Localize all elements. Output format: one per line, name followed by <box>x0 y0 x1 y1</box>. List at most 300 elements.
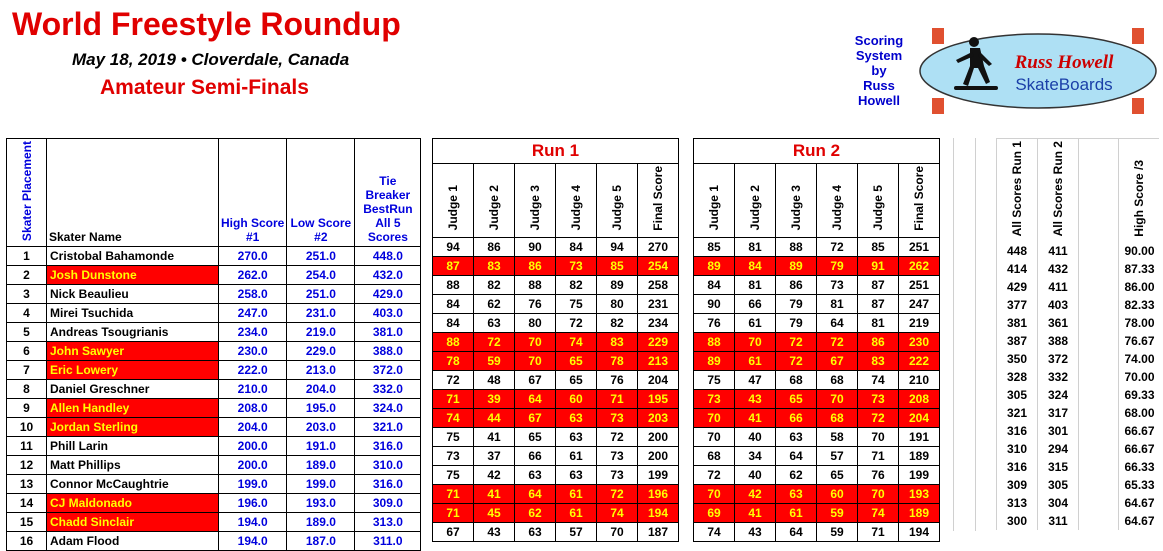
judge-5-score: 72 <box>597 484 638 503</box>
high-score-cell: 200.0 <box>219 437 287 456</box>
table-row <box>7 266 421 285</box>
all-scores-run2-cell: 372 <box>1038 350 1079 368</box>
judge-1-score: 88 <box>433 275 474 294</box>
judge-5-score: 73 <box>858 389 899 408</box>
table-row <box>433 427 679 446</box>
judge-3-score: 72 <box>776 332 817 351</box>
placement-cell: 6 <box>7 342 47 361</box>
judge-1-score: 75 <box>433 427 474 446</box>
judge-4-score: 63 <box>556 465 597 484</box>
judge-2-score: 37 <box>474 446 515 465</box>
judge-1-score: 84 <box>694 275 735 294</box>
all-scores-run1-cell: 429 <box>997 278 1038 296</box>
all-scores-run1-cell: 448 <box>997 242 1038 260</box>
all-scores-run2-cell: 317 <box>1038 404 1079 422</box>
all-scores-run1-cell: 387 <box>997 332 1038 350</box>
low-score-cell: 189.0 <box>287 456 355 475</box>
judge-3-score: 70 <box>515 351 556 370</box>
judge-1-score: 75 <box>433 465 474 484</box>
all-scores-run1-cell: 310 <box>997 440 1038 458</box>
all-scores-run2-cell: 301 <box>1038 422 1079 440</box>
credit-line: Howell <box>858 93 900 108</box>
judge-2-score: 42 <box>735 484 776 503</box>
all-scores-run1-cell: 350 <box>997 350 1038 368</box>
judge-4-header: Judge 4 <box>556 164 597 238</box>
table-row <box>433 313 679 332</box>
skater-name-cell: Connor McCaughtrie <box>47 475 219 494</box>
judge-1-score: 88 <box>694 332 735 351</box>
judge-3-score: 86 <box>515 256 556 275</box>
judge-3-score: 68 <box>776 370 817 389</box>
judge-5-score: 70 <box>597 522 638 541</box>
judge-5-score: 85 <box>597 256 638 275</box>
final-score: 191 <box>899 427 940 446</box>
tie-breaker-cell: 429.0 <box>355 285 421 304</box>
high-score-cell: 200.0 <box>219 456 287 475</box>
table-row <box>694 370 940 389</box>
judge-4-score: 81 <box>817 294 858 313</box>
judge-3-score: 88 <box>776 237 817 256</box>
judge-2-score: 83 <box>474 256 515 275</box>
table-row <box>694 522 940 541</box>
judge-1-score: 84 <box>433 294 474 313</box>
all-scores-run2-cell: 315 <box>1038 458 1079 476</box>
judge-5-score: 85 <box>858 237 899 256</box>
low-score-cell: 193.0 <box>287 494 355 513</box>
judge-2-score: 63 <box>474 313 515 332</box>
judge-4-score: 65 <box>817 465 858 484</box>
judge-3-score: 72 <box>776 351 817 370</box>
judge-4-score: 75 <box>556 294 597 313</box>
high-score-avg-cell: 87.33 <box>1119 260 1159 278</box>
judge-2-score: 45 <box>474 503 515 522</box>
judge-1-score: 94 <box>433 237 474 256</box>
final-score: 193 <box>899 484 940 503</box>
judge-3-score: 70 <box>515 332 556 351</box>
judge-5-score: 86 <box>858 332 899 351</box>
judge-1-score: 87 <box>433 256 474 275</box>
table-row <box>7 532 421 551</box>
judge-1-score: 71 <box>433 503 474 522</box>
tie-breaker-cell: 313.0 <box>355 513 421 532</box>
placement-cell: 14 <box>7 494 47 513</box>
all-scores-run2-cell: 311 <box>1038 512 1079 530</box>
skater-name-cell: Phill Larin <box>47 437 219 456</box>
judge-1-score: 74 <box>433 408 474 427</box>
judge-5-score: 74 <box>597 503 638 522</box>
skater-name-cell: Cristobal Bahamonde <box>47 247 219 266</box>
judge-5-score: 70 <box>858 427 899 446</box>
final-score: 203 <box>638 408 679 427</box>
all-scores-run2-cell: 361 <box>1038 314 1079 332</box>
judge-3-score: 88 <box>515 275 556 294</box>
judge-2-score: 61 <box>735 351 776 370</box>
table-row <box>997 494 1159 512</box>
judge-2-score: 39 <box>474 389 515 408</box>
judge-3-score: 63 <box>515 465 556 484</box>
judge-2-score: 41 <box>735 503 776 522</box>
final-score: 210 <box>899 370 940 389</box>
judge-4-score: 65 <box>556 351 597 370</box>
low-score-cell: 231.0 <box>287 304 355 323</box>
spacer-cell <box>1079 242 1119 260</box>
low-score-cell: 189.0 <box>287 513 355 532</box>
judge-3-score: 62 <box>515 503 556 522</box>
low-score-cell: 251.0 <box>287 247 355 266</box>
judge-5-score: 87 <box>858 294 899 313</box>
final-score: 204 <box>638 370 679 389</box>
final-score: 199 <box>638 465 679 484</box>
spacer-cell <box>1079 440 1119 458</box>
high-score-cell: 234.0 <box>219 323 287 342</box>
judge-1-score: 90 <box>694 294 735 313</box>
judge-1-score: 89 <box>694 256 735 275</box>
table-row <box>997 404 1159 422</box>
event-division: Amateur Semi-Finals <box>100 76 309 99</box>
all-scores-run2-cell: 432 <box>1038 260 1079 278</box>
final-score-header: Final Score <box>899 164 940 238</box>
table-row <box>694 294 940 313</box>
judge-1-score: 69 <box>694 503 735 522</box>
table-row <box>7 513 421 532</box>
tie-breaker-cell: 381.0 <box>355 323 421 342</box>
judge-1-score: 75 <box>694 370 735 389</box>
judge-2-score: 86 <box>474 237 515 256</box>
judge-2-score: 66 <box>735 294 776 313</box>
tie-breaker-cell: 448.0 <box>355 247 421 266</box>
table-row <box>694 389 940 408</box>
final-score: 258 <box>638 275 679 294</box>
judge-5-score: 91 <box>858 256 899 275</box>
tie-breaker-cell: 309.0 <box>355 494 421 513</box>
low-score-cell: 199.0 <box>287 475 355 494</box>
final-score: 213 <box>638 351 679 370</box>
table-row <box>7 418 421 437</box>
tie-breaker-cell: 310.0 <box>355 456 421 475</box>
all-scores-run2-cell: 411 <box>1038 242 1079 260</box>
table-row <box>694 256 940 275</box>
table-row <box>433 237 679 256</box>
judge-4-score: 64 <box>817 313 858 332</box>
judge-2-score: 41 <box>474 484 515 503</box>
judge-1-score: 85 <box>694 237 735 256</box>
table-row <box>997 242 1159 260</box>
all-scores-run2-cell: 305 <box>1038 476 1079 494</box>
spacer-cell <box>1079 296 1119 314</box>
all-scores-run1-cell: 316 <box>997 458 1038 476</box>
all-scores-run2-cell: 403 <box>1038 296 1079 314</box>
high-score-avg-cell: 70.00 <box>1119 368 1159 386</box>
judge-4-score: 74 <box>556 332 597 351</box>
skater-name-cell: Josh Dunstone <box>47 266 219 285</box>
judge-5-score: 73 <box>597 408 638 427</box>
judge-5-score: 83 <box>597 332 638 351</box>
high-score-cell: 270.0 <box>219 247 287 266</box>
table-row <box>694 503 940 522</box>
spacer-cell <box>1079 458 1119 476</box>
skater-name-header: Skater Name <box>47 139 219 247</box>
table-row <box>997 278 1159 296</box>
judge-2-score: 81 <box>735 275 776 294</box>
high-score-cell: 210.0 <box>219 380 287 399</box>
judge-3-score: 89 <box>776 256 817 275</box>
judge-4-score: 70 <box>817 389 858 408</box>
final-score: 230 <box>899 332 940 351</box>
skater-name-cell: Daniel Greschner <box>47 380 219 399</box>
judge-3-score: 79 <box>776 313 817 332</box>
skater-name-cell: Eric Lowery <box>47 361 219 380</box>
judge-5-score: 74 <box>858 503 899 522</box>
summary-table <box>996 138 1159 530</box>
judge-5-score: 71 <box>858 522 899 541</box>
skater-name-cell: Mirei Tsuchida <box>47 304 219 323</box>
judge-2-score: 61 <box>735 313 776 332</box>
spacer-cell <box>1079 422 1119 440</box>
judge-4-score: 63 <box>556 408 597 427</box>
skater-name-cell: CJ Maldonado <box>47 494 219 513</box>
low-score-cell: 204.0 <box>287 380 355 399</box>
low-score-cell: 251.0 <box>287 285 355 304</box>
judge-3-score: 80 <box>515 313 556 332</box>
tie-breaker-cell: 388.0 <box>355 342 421 361</box>
judge-3-score: 66 <box>515 446 556 465</box>
judge-2-score: 43 <box>735 389 776 408</box>
low-score-cell: 219.0 <box>287 323 355 342</box>
judge-5-score: 73 <box>597 465 638 484</box>
high-score-avg-cell: 66.67 <box>1119 440 1159 458</box>
judge-4-score: 60 <box>556 389 597 408</box>
all-scores-run2-header: All Scores Run 2 <box>1038 139 1079 243</box>
judge-1-score: 76 <box>694 313 735 332</box>
tie-breaker-cell: 432.0 <box>355 266 421 285</box>
high-score-avg-cell: 74.00 <box>1119 350 1159 368</box>
judge-4-score: 59 <box>817 503 858 522</box>
all-scores-run1-cell: 321 <box>997 404 1038 422</box>
tie-breaker-cell: 311.0 <box>355 532 421 551</box>
judge-1-score: 72 <box>433 370 474 389</box>
all-scores-run1-cell: 414 <box>997 260 1038 278</box>
table-row <box>433 408 679 427</box>
credit-line: by <box>871 63 887 78</box>
judge-3-score: 90 <box>515 237 556 256</box>
judge-2-score: 48 <box>474 370 515 389</box>
skater-name-cell: Nick Beaulieu <box>47 285 219 304</box>
tie-breaker-cell: 316.0 <box>355 475 421 494</box>
judge-5-header: Judge 5 <box>858 164 899 238</box>
tie-breaker-cell: 403.0 <box>355 304 421 323</box>
final-score: 251 <box>899 237 940 256</box>
high-score-avg-cell: 82.33 <box>1119 296 1159 314</box>
final-score: 194 <box>638 503 679 522</box>
high-score-cell: 199.0 <box>219 475 287 494</box>
placement-cell: 2 <box>7 266 47 285</box>
high-score-cell: 222.0 <box>219 361 287 380</box>
table-row <box>433 294 679 313</box>
judge-1-score: 74 <box>694 522 735 541</box>
spacer-cell <box>1079 386 1119 404</box>
high-score-avg-cell: 78.00 <box>1119 314 1159 332</box>
table-row <box>997 368 1159 386</box>
high-score-avg-cell: 65.33 <box>1119 476 1159 494</box>
placement-cell: 10 <box>7 418 47 437</box>
judge-5-score: 80 <box>597 294 638 313</box>
final-score: 219 <box>899 313 940 332</box>
final-score: 222 <box>899 351 940 370</box>
spacer-cell <box>1079 314 1119 332</box>
low-score-cell: 195.0 <box>287 399 355 418</box>
judge-4-score: 61 <box>556 484 597 503</box>
spacer-cell <box>1079 368 1119 386</box>
high-score-cell: 230.0 <box>219 342 287 361</box>
table-row <box>997 476 1159 494</box>
all-scores-run1-cell: 316 <box>997 422 1038 440</box>
final-score: 270 <box>638 237 679 256</box>
table-row <box>694 465 940 484</box>
all-scores-run1-cell: 305 <box>997 386 1038 404</box>
table-row <box>997 314 1159 332</box>
all-scores-run2-cell: 294 <box>1038 440 1079 458</box>
judge-2-score: 41 <box>735 408 776 427</box>
table-row <box>433 446 679 465</box>
table-row <box>997 440 1159 458</box>
judge-1-score: 89 <box>694 351 735 370</box>
run-2-table <box>693 138 940 542</box>
table-row <box>694 484 940 503</box>
judge-1-score: 72 <box>694 465 735 484</box>
table-row <box>433 389 679 408</box>
table-row <box>694 408 940 427</box>
table-row <box>7 399 421 418</box>
judge-4-score: 73 <box>556 256 597 275</box>
judge-2-score: 40 <box>735 465 776 484</box>
judge-4-score: 61 <box>556 446 597 465</box>
tie-breaker-cell: 332.0 <box>355 380 421 399</box>
credit-line: Russ <box>863 78 895 93</box>
all-scores-run2-cell: 411 <box>1038 278 1079 296</box>
final-score: 231 <box>638 294 679 313</box>
high-score-avg-cell: 64.67 <box>1119 494 1159 512</box>
judge-5-score: 72 <box>858 408 899 427</box>
page-title: World Freestyle Roundup <box>12 6 401 42</box>
all-scores-run2-cell: 332 <box>1038 368 1079 386</box>
judge-2-score: 40 <box>735 427 776 446</box>
judge-5-score: 72 <box>597 427 638 446</box>
table-row <box>694 446 940 465</box>
table-row <box>997 386 1159 404</box>
skater-name-cell: Matt Phillips <box>47 456 219 475</box>
judge-3-score: 86 <box>776 275 817 294</box>
table-row <box>7 475 421 494</box>
judge-4-score: 59 <box>817 522 858 541</box>
all-scores-run1-cell: 381 <box>997 314 1038 332</box>
judge-3-score: 63 <box>515 522 556 541</box>
judge-2-score: 62 <box>474 294 515 313</box>
judge-1-header: Judge 1 <box>433 164 474 238</box>
run-1-title: Run 1 <box>433 139 679 164</box>
judge-4-score: 82 <box>556 275 597 294</box>
spacer-cell <box>1079 260 1119 278</box>
placement-cell: 9 <box>7 399 47 418</box>
table-row <box>7 285 421 304</box>
logo-text-line1: Russ Howell <box>1014 52 1114 73</box>
table-row <box>997 512 1159 530</box>
judge-4-score: 84 <box>556 237 597 256</box>
placement-cell: 8 <box>7 380 47 399</box>
table-row <box>433 370 679 389</box>
judge-5-score: 87 <box>858 275 899 294</box>
high-score-cell: 247.0 <box>219 304 287 323</box>
table-row <box>433 465 679 484</box>
final-score: 254 <box>638 256 679 275</box>
final-score: 195 <box>638 389 679 408</box>
judge-5-score: 81 <box>858 313 899 332</box>
final-score: 251 <box>899 275 940 294</box>
final-score: 229 <box>638 332 679 351</box>
table-row <box>694 237 940 256</box>
judge-2-score: 84 <box>735 256 776 275</box>
high-score-avg-cell: 86.00 <box>1119 278 1159 296</box>
tie-breaker-cell: 324.0 <box>355 399 421 418</box>
final-score-header: Final Score <box>638 164 679 238</box>
judge-2-header: Judge 2 <box>474 164 515 238</box>
scoring-credit <box>846 33 912 108</box>
judge-3-score: 65 <box>515 427 556 446</box>
judge-2-score: 44 <box>474 408 515 427</box>
table-row <box>694 275 940 294</box>
judge-5-score: 74 <box>858 370 899 389</box>
table-row <box>997 260 1159 278</box>
judge-4-score: 58 <box>817 427 858 446</box>
spacer-cell <box>1079 332 1119 350</box>
high-score-avg-cell: 76.67 <box>1119 332 1159 350</box>
judge-3-score: 64 <box>515 484 556 503</box>
table-row <box>433 332 679 351</box>
all-scores-run1-cell: 300 <box>997 512 1038 530</box>
judge-5-score: 71 <box>858 446 899 465</box>
judge-1-score: 71 <box>433 484 474 503</box>
table-row <box>7 380 421 399</box>
table-row <box>433 256 679 275</box>
final-score: 194 <box>899 522 940 541</box>
judge-2-score: 72 <box>474 332 515 351</box>
judge-2-score: 47 <box>735 370 776 389</box>
spacer-cell <box>1079 512 1119 530</box>
judge-1-score: 73 <box>694 389 735 408</box>
skater-name-cell: John Sawyer <box>47 342 219 361</box>
high-score-cell: 208.0 <box>219 399 287 418</box>
all-scores-run1-cell: 377 <box>997 296 1038 314</box>
low-score-cell: 229.0 <box>287 342 355 361</box>
table-row <box>997 296 1159 314</box>
high-score-cell: 258.0 <box>219 285 287 304</box>
judge-5-score: 82 <box>597 313 638 332</box>
judge-4-score: 72 <box>817 237 858 256</box>
high-score-avg-cell: 68.00 <box>1119 404 1159 422</box>
judge-1-header: Judge 1 <box>694 164 735 238</box>
run-1-table <box>432 138 679 542</box>
all-scores-run1-cell: 309 <box>997 476 1038 494</box>
judge-4-score: 68 <box>817 370 858 389</box>
judge-3-score: 63 <box>776 427 817 446</box>
high-score-avg-header: High Score /3 <box>1119 139 1159 243</box>
judge-2-score: 42 <box>474 465 515 484</box>
final-score: 196 <box>638 484 679 503</box>
credit-line: Scoring <box>854 33 904 48</box>
low-score-cell: 187.0 <box>287 532 355 551</box>
judge-3-score: 67 <box>515 408 556 427</box>
high-score-avg-cell: 66.67 <box>1119 422 1159 440</box>
table-row <box>997 350 1159 368</box>
